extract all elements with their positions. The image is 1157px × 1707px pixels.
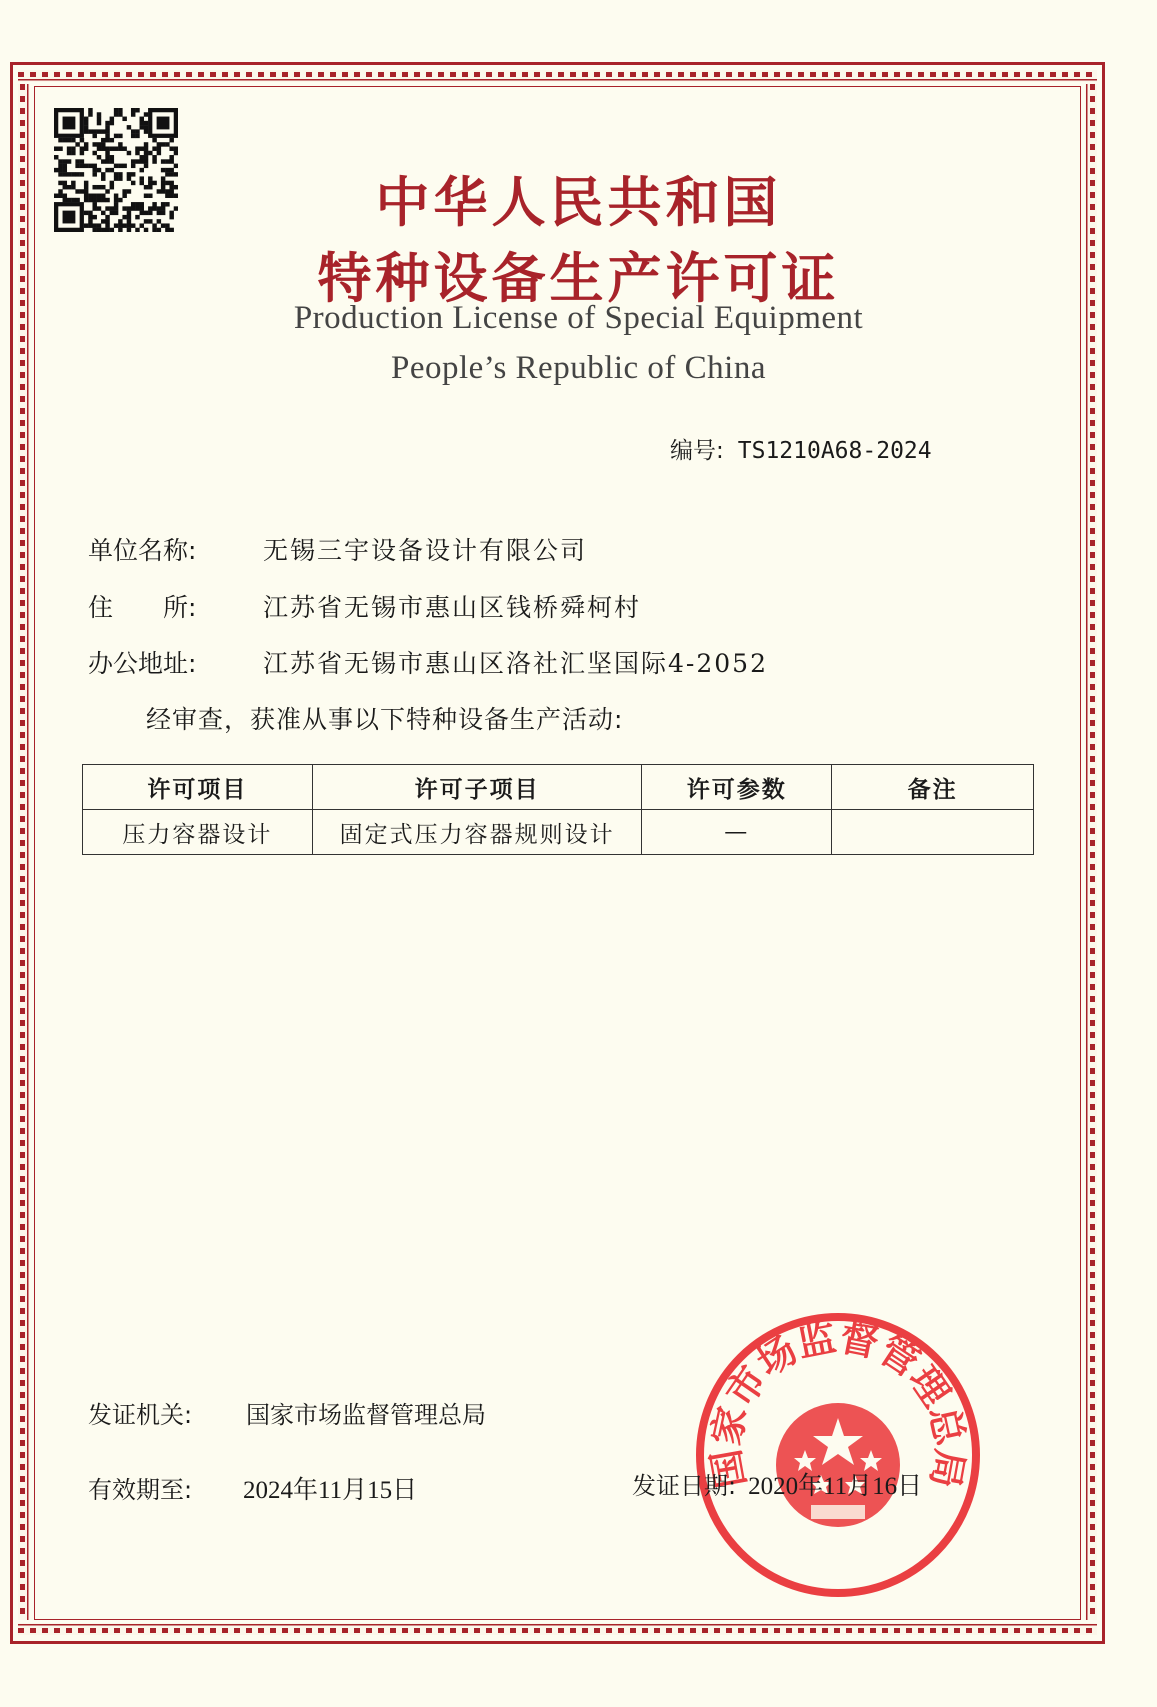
decorative-border-bottom xyxy=(18,1623,1097,1635)
issue-date-label: 发证日期: xyxy=(632,1472,737,1500)
permit-header-subitem: 许可子项目 xyxy=(312,765,642,810)
valid-until-label: 有效期至: xyxy=(88,1476,193,1504)
permit-cell-item: 压力容器设计 xyxy=(83,810,313,855)
valid-until-value: 2024年11月15日 xyxy=(243,1477,418,1504)
issue-date-value: 2020年11月16日 xyxy=(748,1473,923,1500)
certificate-number-value: TS1210A68-2024 xyxy=(737,438,932,464)
permit-header-remark: 备注 xyxy=(832,765,1034,810)
permit-cell-remark xyxy=(832,810,1034,855)
approval-statement: 经审查，获准从事以下特种设备生产活动: xyxy=(146,705,624,734)
table-row xyxy=(83,810,1034,855)
address-field xyxy=(88,588,641,624)
decorative-border-top xyxy=(18,70,1097,82)
address-label: 住 所: xyxy=(88,593,197,622)
issue-date xyxy=(632,1466,922,1502)
company-label: 单位名称: xyxy=(88,536,197,565)
address-value: 江苏省无锡市惠山区钱桥舜柯村 xyxy=(263,593,642,622)
certificate-number-label: 编号: xyxy=(670,438,724,464)
permit-table xyxy=(82,764,1034,855)
permit-cell-subitem: 固定式压力容器规则设计 xyxy=(312,810,642,855)
official-seal-stamp xyxy=(693,1310,983,1600)
issuing-authority xyxy=(88,1395,486,1430)
national-emblem-icon xyxy=(776,1403,900,1527)
issuer-value: 国家市场监督管理总局 xyxy=(246,1401,486,1429)
valid-until xyxy=(88,1470,417,1506)
permit-header-item: 许可项目 xyxy=(83,765,313,810)
title-cn-line1: 中华人民共和国 xyxy=(375,171,782,234)
company-value: 无锡三宇设备设计有限公司 xyxy=(263,536,588,565)
title-en-line2: People’s Republic of China xyxy=(390,350,767,386)
title-cn-line2: 特种设备生产许可证 xyxy=(317,247,840,310)
permit-cell-parameter: — xyxy=(642,810,832,855)
seal-text: 国家市场监督管理总局 xyxy=(703,1314,973,1492)
certificate-number xyxy=(670,432,932,465)
permit-table-header-row xyxy=(83,765,1034,810)
office-value: 江苏省无锡市惠山区洛社汇坚国际4-2052 xyxy=(263,649,768,678)
permit-header-parameter: 许可参数 xyxy=(642,765,832,810)
issuer-label: 发证机关: xyxy=(88,1401,193,1429)
office-label: 办公地址: xyxy=(88,649,197,678)
title-en-line1: Production License of Special Equipment xyxy=(293,300,864,336)
office-field xyxy=(88,644,768,680)
company-field xyxy=(88,531,587,567)
